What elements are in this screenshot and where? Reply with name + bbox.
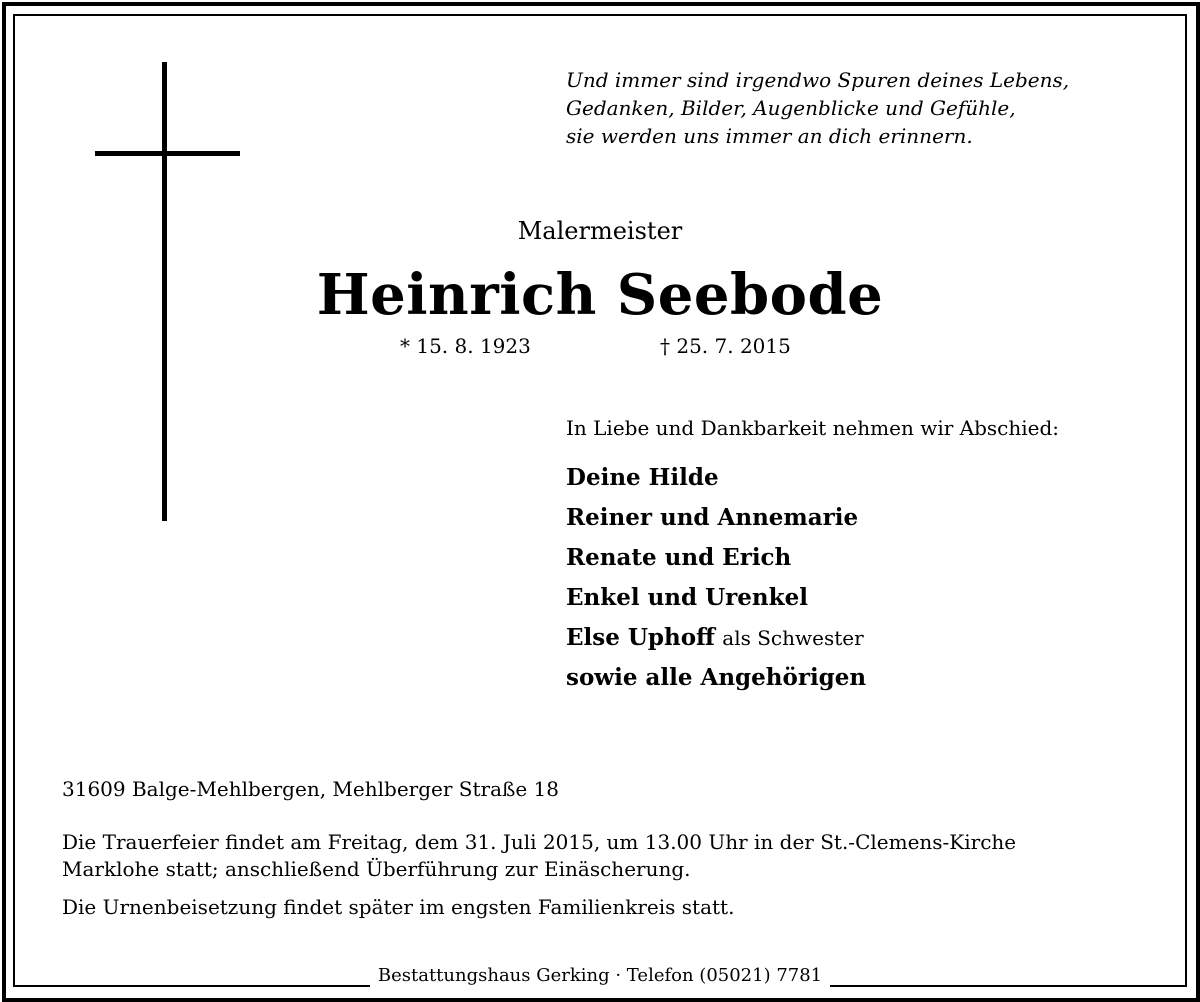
mourner-row: [566, 458, 866, 498]
family-address: 31609 Balge-Mehlbergen, Mehlberger Straße 18: [62, 777, 559, 801]
urn-burial-info: Die Urnenbeisetzung findet später im engsten Familienkreis statt.: [62, 895, 735, 919]
funeral-home-info: Bestattungshaus Gerking · Telefon (05021) 7781: [370, 963, 830, 989]
ceremony-line: Die Trauerfeier findet am Freitag, dem 31. Juli 2015, um 13.00 Uhr in der St.-Clemens-Kirche: [62, 830, 1017, 854]
ceremony-line: Marklohe statt; anschließend Überführung zur Einäscherung.: [62, 857, 691, 881]
mourner-name: Renate und Erich: [566, 544, 792, 571]
mourner-name: Reiner und Annemarie: [566, 504, 859, 531]
cross-icon-horizontal: [95, 151, 240, 156]
footer: [0, 963, 1200, 989]
mourner-name: Enkel und Urenkel: [566, 584, 808, 611]
poem-line: Gedanken, Bilder, Augenblicke und Gefühle,: [566, 96, 1016, 120]
mourners-list: [566, 458, 866, 698]
death-date: † 25. 7. 2015: [660, 334, 791, 358]
mourner-name: Else Uphoff: [566, 624, 715, 651]
poem-line: Und immer sind irgendwo Spuren deines Lebens,: [566, 68, 1070, 92]
mourner-row: [566, 618, 866, 658]
mourner-note: als Schwester: [722, 626, 864, 650]
mourner-name: Deine Hilde: [566, 464, 719, 491]
farewell-intro: In Liebe und Dankbarkeit nehmen wir Abschied:: [566, 416, 1059, 440]
poem: [566, 66, 1069, 150]
mourner-row: [566, 538, 866, 578]
mourner-row: [566, 578, 866, 618]
birth-date: * 15. 8. 1923: [400, 334, 531, 358]
mourner-name: sowie alle Angehörigen: [566, 664, 867, 691]
mourner-row: [566, 658, 866, 698]
deceased-name: Heinrich Seebode: [316, 262, 884, 328]
ceremony-info: [62, 829, 1016, 883]
poem-line: sie werden uns immer an dich erinnern.: [566, 124, 973, 148]
profession: Malermeister: [517, 217, 683, 245]
mourner-row: [566, 498, 866, 538]
